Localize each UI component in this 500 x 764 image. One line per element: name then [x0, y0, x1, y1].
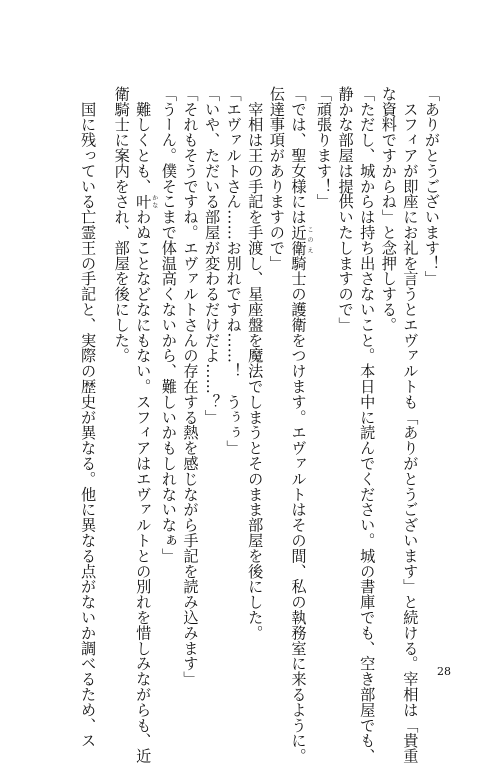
ruby-annotation: 近衛このえ [289, 224, 313, 256]
text-line: 「頑張ります！」 [315, 86, 334, 210]
scene-break [98, 86, 110, 626]
text-line-with-ruby: 「では、聖女様には近衛このえ騎士の護衛をつけます。エヴァルトはその間、私の執務室に来るように。 [289, 86, 313, 764]
text-line: 国に残っている亡霊王の手記と、実際の歴史が異なる。他に異なる点がないか調べるため、ス [79, 86, 98, 749]
text-line: 「エヴァルトさん……お別れですね……！ うぅぅ」 [224, 86, 243, 456]
text-line: な資料ですからね」と念押しする。 [379, 86, 398, 333]
body-text [77, 86, 443, 764]
ruby-annotation: 叶かな [134, 193, 158, 210]
text-line-with-ruby: 難しくとも、叶かなわぬことなどなにもない。スフィアはエヴァルトとの別れを惜しみながらも、近 [134, 86, 158, 764]
page-number: 28 [437, 665, 451, 678]
text-line: スフィアが即座にお礼を言うとエヴァルトも「ありがとうございます」と続ける。宰相は「貴重 [401, 86, 420, 764]
text-line: 「それもそうですね。エヴァルトさんの存在する熱を感じながら手記を読み込みます」 [181, 86, 200, 687]
text-line: 伝達事項がありますので」 [267, 86, 286, 271]
text-line: 宰相は王の手記を手渡し、星座盤を魔法でしまうとそのまま部屋を後にした。 [246, 86, 265, 641]
text-line: 「ただし、城からは持ち出さないこと。本日中に読んでください。城の書庫でも、空き部屋でも、 [358, 86, 377, 764]
text-line: 「うーん。僕そこまで体温高くないから、難しいかもしれないなぁ」 [159, 86, 178, 564]
ruby-reading: このえ [305, 224, 313, 256]
text-line: 静かな部屋は提供いたしますので」 [336, 86, 355, 333]
text-line: 衛騎士に案内をされ、部屋を後にした。 [112, 86, 131, 364]
ruby-reading: かな [150, 193, 158, 210]
text-line: 「ありがとうございます！」 [423, 86, 441, 287]
text-line: 「いや、ただいる部屋が変わるだけだよ……？」 [203, 86, 222, 425]
